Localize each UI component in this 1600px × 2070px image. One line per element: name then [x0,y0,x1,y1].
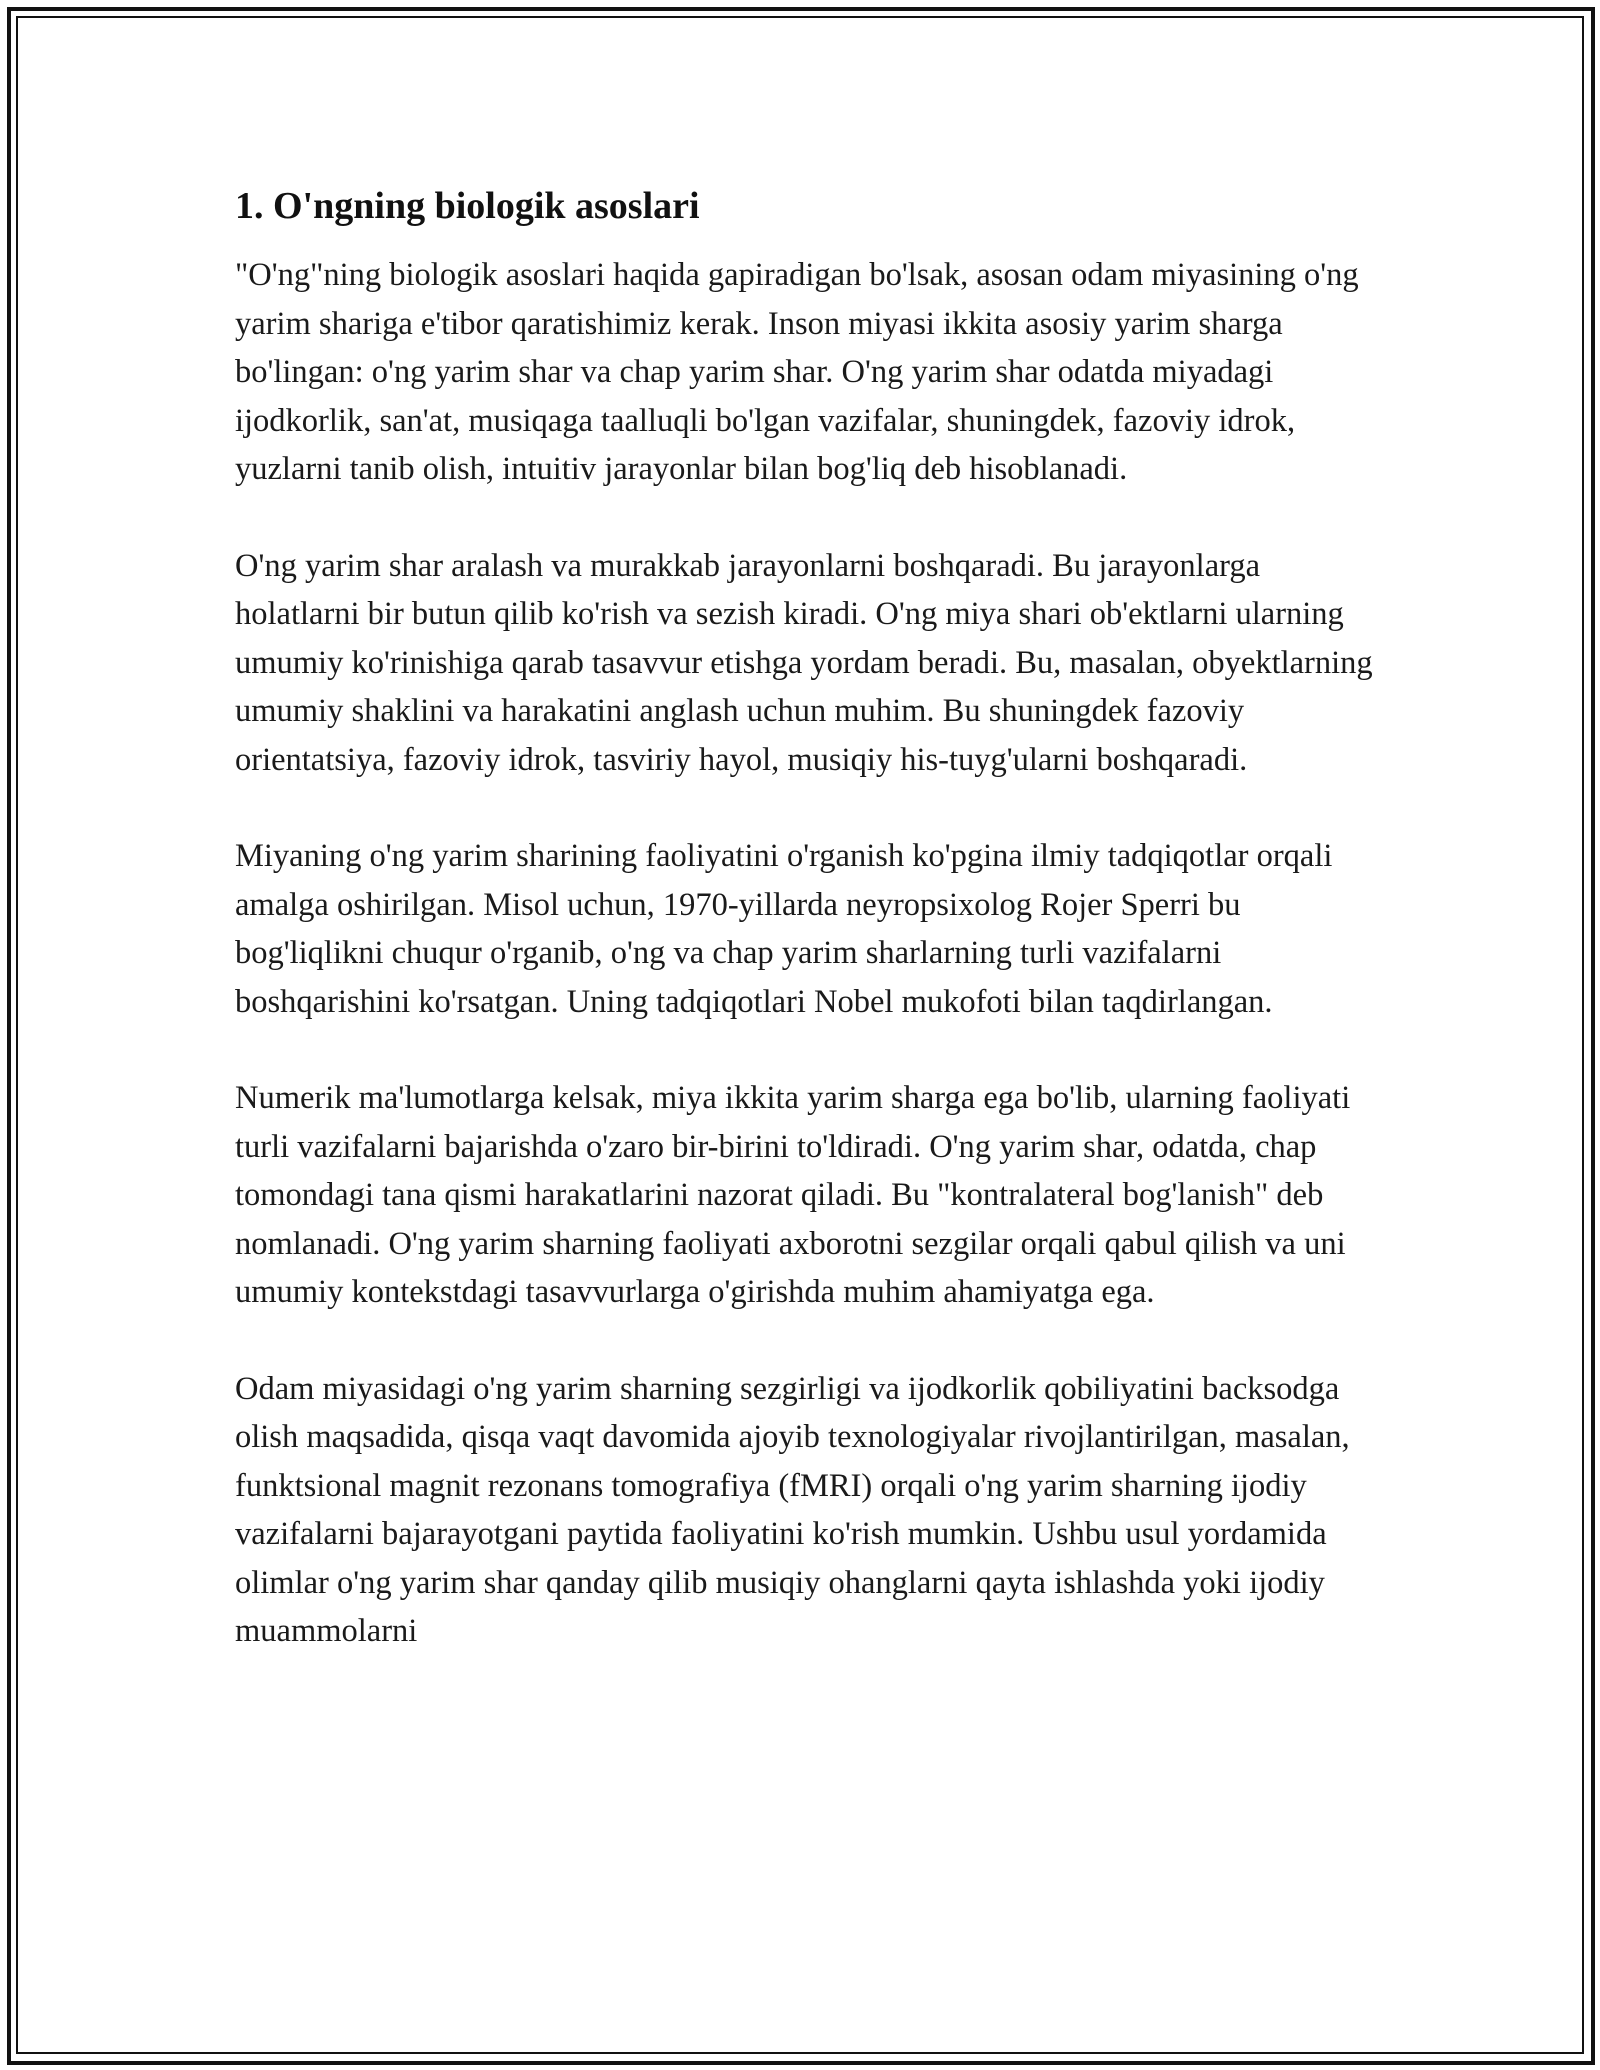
section-heading: 1. O'ngning biologik asoslari [235,185,700,227]
paragraph-5: Odam miyasidagi o'ng yarim sharning sezgirligi va ijodkorlik qobiliyatini backsodga olish maqsadida, qisqa vaqt davomida ajoyib texnologiyalar rivojlantirilgan, masalan, funktsional magnit rezonans tomografiya (fMRI) orqali o'ng yarim sharning ijodiy vazifalarni bajarayotgani paytida faoliyatini ko'rish mumkin. Ushbu usul yordamida olimlar o'ng yarim shar qanday qilib musiqiy ohanglarni qayta ishlashda yoki ijodiy muammolarni [235,1370,1350,1649]
paragraph-3: Miyaning o'ng yarim sharining faoliyatini o'rganish ko'pgina ilmiy tadqiqotlar orqali amalga oshirilgan. Misol uchun, 1970-yillarda neyropsixolog Rojer Sperri bu bog'liqlikni chuqur o'rganib, o'ng va chap yarim sharlarning turli vazifalarni boshqarishini ko'rsatgan. Uning tadqiqotlari Nobel mukofoti bilan taqdirlangan. [235,838,1333,1020]
paragraph-1: "O'ng"ning biologik asoslari haqida gapiradigan bo'lsak, asosan odam miyasining o'ng yarim shariga e'tibor qaratishimiz kerak. Inson miyasi ikkita asosiy yarim sharga bo'lingan: o'ng yarim shar va chap yarim shar. O'ng yarim shar odatda miyadagi ijodkorlik, san'at, musiqaga taalluqli bo'lgan vazifalar, shuningdek, fazoviy idrok, yuzlarni tanib olish, intuitiv jarayonlar bilan bog'liq deb hisoblanadi. [235,257,1359,487]
document-page [235,183,1375,1704]
paragraph-4: Numerik ma'lumotlarga kelsak, miya ikkita yarim sharga ega bo'lib, ularning faoliyati turli vazifalarni bajarishda o'zaro bir-birini to'ldiradi. O'ng yarim shar, odatda, chap tomondagi tana qismi harakatlarini nazorat qiladi. Bu "kontralateral bog'lanish" deb nomlanadi. O'ng yarim sharning faoliyati axborotni sezgilar orqali qabul qilish va uni umumiy kontekstdagi tasavvurlarga o'girishda muhim ahamiyatga ega. [235,1080,1351,1310]
paragraph-2: O'ng yarim shar aralash va murakkab jarayonlarni boshqaradi. Bu jarayonlarga holatlarni bir butun qilib ko'rish va sezish kiradi. O'ng miya shari ob'ektlarni ularning umumiy ko'rinishiga qarab tasavvur etishga yordam beradi. Bu, masalan, obyektlarning umumiy shaklini va harakatini anglash uchun muhim. Bu shuningdek fazoviy orientatsiya, fazoviy idrok, tasviriy hayol, musiqiy his-tuyg'ularni boshqaradi. [235,547,1373,778]
